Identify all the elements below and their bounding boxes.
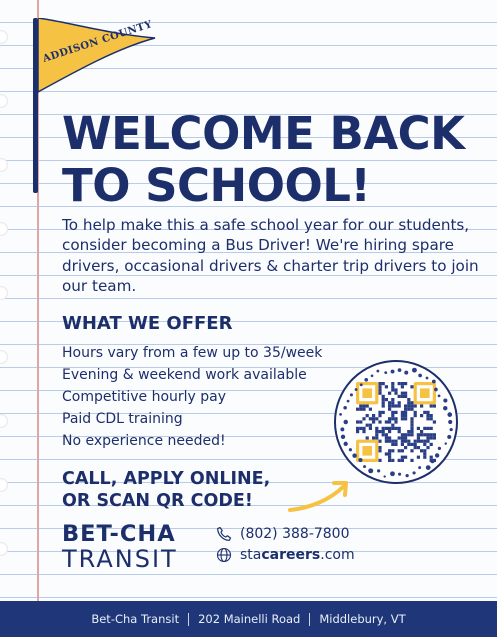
qr-module bbox=[388, 401, 391, 404]
phone-contact[interactable] bbox=[216, 526, 350, 542]
qr-module bbox=[398, 436, 401, 439]
qr-module bbox=[417, 427, 420, 430]
qr-module bbox=[394, 388, 397, 391]
qr-module bbox=[391, 388, 394, 391]
qr-module bbox=[404, 446, 407, 449]
qr-module bbox=[388, 427, 391, 430]
qr-module bbox=[430, 404, 433, 407]
qr-module bbox=[359, 420, 362, 423]
qr-module bbox=[378, 446, 381, 449]
qr-finder-core bbox=[420, 388, 430, 398]
qr-module bbox=[410, 433, 413, 436]
qr-module bbox=[366, 404, 369, 407]
globe-icon bbox=[216, 547, 232, 563]
qr-module bbox=[382, 427, 385, 430]
qr-module bbox=[362, 404, 365, 407]
paper-hole bbox=[0, 414, 8, 428]
qr-dot bbox=[341, 435, 345, 439]
qr-dot bbox=[404, 371, 408, 375]
qr-module bbox=[407, 430, 410, 433]
qr-dot bbox=[368, 468, 373, 473]
qr-module bbox=[410, 401, 413, 404]
qr-module bbox=[414, 440, 417, 443]
qr-module bbox=[388, 436, 391, 439]
qr-module bbox=[366, 424, 369, 427]
qr-module bbox=[362, 408, 365, 411]
qr-module bbox=[378, 420, 381, 423]
qr-module bbox=[398, 427, 401, 430]
qr-module bbox=[366, 414, 369, 417]
qr-module bbox=[378, 385, 381, 388]
offer-heading: WHAT WE OFFER bbox=[62, 313, 233, 334]
qr-module bbox=[401, 433, 404, 436]
paper-hole bbox=[0, 94, 8, 108]
cta-line-2: OR SCAN QR CODE! bbox=[62, 491, 253, 511]
qr-dot bbox=[447, 435, 451, 439]
qr-module bbox=[372, 420, 375, 423]
page-title bbox=[62, 108, 465, 212]
qr-module bbox=[378, 449, 381, 452]
qr-module bbox=[375, 427, 378, 430]
qr-module bbox=[401, 417, 404, 420]
qr-module bbox=[423, 433, 426, 436]
qr-module bbox=[388, 449, 391, 452]
qr-module bbox=[404, 408, 407, 411]
qr-module bbox=[433, 420, 436, 423]
qr-module bbox=[417, 446, 420, 449]
qr-dot bbox=[448, 420, 452, 424]
qr-module bbox=[404, 433, 407, 436]
qr-dot bbox=[384, 371, 387, 374]
qr-dot bbox=[447, 412, 452, 417]
paper-hole bbox=[0, 158, 8, 172]
footer-company: Bet-Cha Transit bbox=[91, 612, 180, 626]
qr-finder-core bbox=[362, 446, 372, 456]
qr-module bbox=[375, 430, 378, 433]
qr-module bbox=[385, 385, 388, 388]
qr-module bbox=[414, 443, 417, 446]
qr-module bbox=[420, 414, 423, 417]
qr-module bbox=[378, 382, 381, 385]
pennant-text: ADDISON COUNTY bbox=[41, 19, 154, 65]
qr-module bbox=[410, 427, 413, 430]
qr-module bbox=[430, 417, 433, 420]
qr-module bbox=[417, 440, 420, 443]
offer-item: Paid CDL training bbox=[62, 411, 183, 427]
qr-module bbox=[401, 436, 404, 439]
qr-module bbox=[378, 414, 381, 417]
qr-module bbox=[369, 417, 372, 420]
website-prefix: sta bbox=[240, 547, 262, 563]
qr-module bbox=[410, 408, 413, 411]
qr-module bbox=[410, 417, 413, 420]
qr-module bbox=[388, 404, 391, 407]
qr-finder-core bbox=[362, 388, 372, 398]
qr-dot bbox=[450, 428, 453, 431]
qr-module bbox=[382, 430, 385, 433]
qr-module bbox=[420, 433, 423, 436]
qr-module bbox=[388, 392, 391, 395]
qr-module bbox=[385, 427, 388, 430]
qr-module bbox=[404, 392, 407, 395]
qr-dot bbox=[434, 388, 438, 392]
qr-dot bbox=[377, 469, 380, 472]
qr-module bbox=[407, 398, 410, 401]
qr-module bbox=[423, 440, 426, 443]
footer-divider bbox=[188, 613, 189, 626]
qr-module bbox=[362, 417, 365, 420]
phone-icon bbox=[216, 526, 232, 542]
qr-module bbox=[356, 420, 359, 423]
qr-module bbox=[398, 430, 401, 433]
qr-module bbox=[410, 449, 413, 452]
qr-dot bbox=[364, 378, 368, 382]
qr-module bbox=[417, 433, 420, 436]
qr-module bbox=[378, 388, 381, 391]
qr-module bbox=[407, 408, 410, 411]
qr-module bbox=[391, 417, 394, 420]
qr-dot bbox=[371, 374, 374, 377]
qr-module bbox=[401, 449, 404, 452]
qr-module bbox=[404, 440, 407, 443]
qr-module bbox=[430, 433, 433, 436]
paper-hole bbox=[0, 30, 8, 44]
footer-divider bbox=[309, 613, 310, 626]
qr-module bbox=[391, 401, 394, 404]
qr-module bbox=[356, 408, 359, 411]
qr-module bbox=[404, 395, 407, 398]
qr-module bbox=[394, 427, 397, 430]
website-suffix: .com bbox=[320, 547, 355, 563]
qr-module bbox=[388, 452, 391, 455]
qr-module bbox=[417, 436, 420, 439]
qr-module bbox=[420, 404, 423, 407]
qr-module bbox=[391, 385, 394, 388]
qr-module bbox=[366, 436, 369, 439]
qr-module bbox=[423, 443, 426, 446]
qr-module bbox=[388, 417, 391, 420]
qr-module bbox=[426, 433, 429, 436]
qr-module bbox=[404, 411, 407, 414]
qr-dot bbox=[430, 459, 434, 463]
qr-module bbox=[407, 433, 410, 436]
paper-hole bbox=[0, 286, 8, 300]
website-bold: careers bbox=[261, 547, 321, 563]
qr-dot bbox=[435, 453, 439, 457]
qr-dot bbox=[339, 413, 342, 416]
qr-module bbox=[394, 443, 397, 446]
qr-dot bbox=[343, 406, 347, 410]
qr-module bbox=[391, 427, 394, 430]
qr-module bbox=[382, 411, 385, 414]
qr-module bbox=[407, 404, 410, 407]
qr-module bbox=[372, 414, 375, 417]
qr-module bbox=[362, 430, 365, 433]
qr-code[interactable] bbox=[334, 360, 458, 484]
qr-dot bbox=[344, 442, 348, 446]
footer-city: Middlebury, VT bbox=[319, 612, 406, 626]
qr-module bbox=[401, 459, 404, 462]
qr-module bbox=[391, 449, 394, 452]
headline-line-2: TO SCHOOL! bbox=[62, 159, 371, 212]
qr-module bbox=[426, 440, 429, 443]
qr-module bbox=[407, 443, 410, 446]
qr-dot bbox=[355, 388, 358, 391]
paper-hole bbox=[0, 542, 8, 556]
qr-module bbox=[369, 408, 372, 411]
logo-bet-cha: BET-CHA bbox=[62, 521, 176, 547]
qr-module bbox=[382, 404, 385, 407]
qr-dot bbox=[363, 465, 366, 468]
qr-module bbox=[375, 436, 378, 439]
qr-module bbox=[433, 404, 436, 407]
footer-address: 202 Mainelli Road bbox=[198, 612, 301, 626]
qr-dot bbox=[413, 471, 416, 474]
qr-dot bbox=[398, 473, 401, 476]
qr-module bbox=[359, 404, 362, 407]
qr-module bbox=[385, 433, 388, 436]
qr-module bbox=[391, 440, 394, 443]
qr-dot bbox=[443, 406, 447, 410]
qr-dot bbox=[418, 374, 422, 378]
logo-transit: TRANSIT bbox=[62, 545, 178, 573]
qr-module bbox=[404, 382, 407, 385]
qr-module bbox=[391, 398, 394, 401]
qr-module bbox=[414, 414, 417, 417]
qr-module bbox=[372, 417, 375, 420]
qr-module bbox=[388, 459, 391, 462]
paper-hole bbox=[0, 222, 8, 236]
qr-module bbox=[378, 440, 381, 443]
qr-module bbox=[420, 440, 423, 443]
qr-dot bbox=[418, 466, 421, 469]
qr-module bbox=[430, 443, 433, 446]
qr-module bbox=[369, 424, 372, 427]
qr-module bbox=[388, 420, 391, 423]
qr-module bbox=[382, 401, 385, 404]
qr-dot bbox=[406, 474, 409, 477]
qr-module bbox=[414, 404, 417, 407]
qr-module bbox=[369, 427, 372, 430]
qr-module bbox=[407, 440, 410, 443]
qr-module bbox=[423, 411, 426, 414]
qr-module bbox=[391, 443, 394, 446]
qr-module bbox=[382, 433, 385, 436]
offer-list bbox=[62, 342, 322, 452]
qr-dot bbox=[426, 377, 429, 380]
qr-module bbox=[404, 417, 407, 420]
qr-dot bbox=[344, 420, 348, 424]
qr-module bbox=[401, 382, 404, 385]
qr-module bbox=[410, 430, 413, 433]
qr-dot bbox=[349, 448, 352, 451]
qr-dot bbox=[376, 370, 379, 373]
phone-number: (802) 388-7800 bbox=[240, 526, 350, 542]
qr-module bbox=[404, 456, 407, 459]
qr-module bbox=[388, 456, 391, 459]
qr-module bbox=[388, 430, 391, 433]
qr-dot bbox=[352, 453, 357, 458]
qr-module bbox=[423, 449, 426, 452]
qr-module bbox=[398, 395, 401, 398]
qr-dot bbox=[391, 370, 395, 374]
qr-dot bbox=[340, 427, 344, 431]
qr-dot bbox=[398, 368, 402, 372]
qr-module bbox=[391, 424, 394, 427]
qr-module bbox=[359, 427, 362, 430]
qr-module bbox=[410, 424, 413, 427]
qr-module bbox=[356, 427, 359, 430]
qr-module bbox=[420, 449, 423, 452]
qr-module bbox=[362, 427, 365, 430]
qr-module bbox=[394, 420, 397, 423]
qr-module bbox=[385, 452, 388, 455]
qr-module bbox=[391, 459, 394, 462]
paper-hole bbox=[0, 350, 8, 364]
qr-module bbox=[388, 440, 391, 443]
curved-arrow-icon bbox=[286, 476, 356, 516]
qr-module bbox=[394, 392, 397, 395]
qr-module bbox=[404, 414, 407, 417]
qr-module bbox=[401, 392, 404, 395]
qr-module bbox=[423, 452, 426, 455]
qr-module bbox=[410, 459, 413, 462]
qr-module bbox=[391, 382, 394, 385]
qr-module bbox=[401, 411, 404, 414]
qr-module bbox=[375, 417, 378, 420]
qr-module bbox=[410, 385, 413, 388]
qr-module bbox=[430, 427, 433, 430]
qr-module bbox=[417, 456, 420, 459]
paper-hole bbox=[0, 478, 8, 492]
qr-module bbox=[398, 449, 401, 452]
qr-module bbox=[398, 404, 401, 407]
qr-module bbox=[407, 401, 410, 404]
qr-module bbox=[404, 404, 407, 407]
offer-item: Hours vary from a few up to 35/week bbox=[62, 345, 323, 361]
qr-module bbox=[433, 436, 436, 439]
qr-module bbox=[426, 446, 429, 449]
qr-module bbox=[414, 411, 417, 414]
qr-module bbox=[388, 408, 391, 411]
qr-module bbox=[394, 404, 397, 407]
qr-module bbox=[410, 404, 413, 407]
headline-line-1: WELCOME BACK bbox=[62, 107, 465, 160]
qr-module bbox=[378, 411, 381, 414]
qr-module bbox=[414, 446, 417, 449]
cta-line-1: CALL, APPLY ONLINE, bbox=[62, 469, 271, 489]
pennant-flag-icon bbox=[38, 18, 156, 94]
qr-module bbox=[401, 443, 404, 446]
qr-module bbox=[401, 440, 404, 443]
offer-item: Competitive hourly pay bbox=[62, 389, 227, 405]
web-contact[interactable] bbox=[216, 547, 355, 563]
qr-module bbox=[391, 411, 394, 414]
call-to-action bbox=[62, 468, 270, 512]
qr-module bbox=[433, 433, 436, 436]
footer-bar bbox=[0, 601, 497, 637]
qr-module bbox=[385, 398, 388, 401]
qr-dot bbox=[350, 393, 353, 396]
qr-dot bbox=[358, 458, 362, 462]
qr-module bbox=[426, 436, 429, 439]
qr-module bbox=[426, 427, 429, 430]
qr-module bbox=[401, 395, 404, 398]
qr-module bbox=[382, 382, 385, 385]
qr-module bbox=[394, 440, 397, 443]
qr-dot bbox=[443, 399, 447, 403]
qr-module bbox=[426, 414, 429, 417]
qr-module bbox=[410, 443, 413, 446]
qr-dot bbox=[445, 442, 447, 444]
qr-module bbox=[404, 436, 407, 439]
qr-module bbox=[382, 398, 385, 401]
qr-module bbox=[420, 430, 423, 433]
intro-paragraph: To help make this a safe school year for our students, consider becoming a Bus Driver! We're hiring spare drivers, occasional drivers & charter trip drivers to join our team. bbox=[62, 216, 479, 295]
qr-module bbox=[398, 401, 401, 404]
qr-module bbox=[378, 459, 381, 462]
qr-module bbox=[385, 440, 388, 443]
qr-module bbox=[430, 456, 433, 459]
qr-module bbox=[401, 456, 404, 459]
qr-module bbox=[391, 404, 394, 407]
qr-dot bbox=[438, 447, 441, 450]
qr-module bbox=[385, 420, 388, 423]
qr-module bbox=[394, 411, 397, 414]
qr-module bbox=[398, 382, 401, 385]
qr-module bbox=[391, 414, 394, 417]
offer-item: No experience needed! bbox=[62, 433, 226, 449]
qr-dot bbox=[412, 368, 417, 373]
qr-module bbox=[378, 392, 381, 395]
website-link[interactable] bbox=[240, 547, 355, 563]
qr-dot bbox=[438, 394, 441, 397]
qr-module bbox=[401, 385, 404, 388]
qr-module bbox=[382, 395, 385, 398]
qr-module bbox=[398, 459, 401, 462]
qr-module bbox=[423, 456, 426, 459]
qr-module bbox=[430, 414, 433, 417]
qr-module bbox=[375, 433, 378, 436]
qr-module bbox=[359, 408, 362, 411]
qr-module bbox=[356, 430, 359, 433]
qr-module bbox=[423, 427, 426, 430]
qr-dot bbox=[426, 465, 431, 470]
qr-module bbox=[430, 436, 433, 439]
qr-code-icon bbox=[334, 360, 458, 484]
qr-module bbox=[426, 417, 429, 420]
qr-dot bbox=[383, 475, 385, 477]
qr-module bbox=[410, 420, 413, 423]
qr-module bbox=[394, 417, 397, 420]
qr-module bbox=[378, 430, 381, 433]
qr-module bbox=[426, 411, 429, 414]
offer-item: Evening & weekend work available bbox=[62, 367, 307, 383]
paper-holes bbox=[0, 0, 12, 601]
qr-dot bbox=[390, 471, 395, 476]
qr-module bbox=[385, 436, 388, 439]
qr-dot bbox=[360, 383, 363, 386]
qr-dot bbox=[347, 400, 350, 403]
qr-dot bbox=[432, 380, 436, 384]
qr-module bbox=[372, 436, 375, 439]
qr-module bbox=[401, 414, 404, 417]
